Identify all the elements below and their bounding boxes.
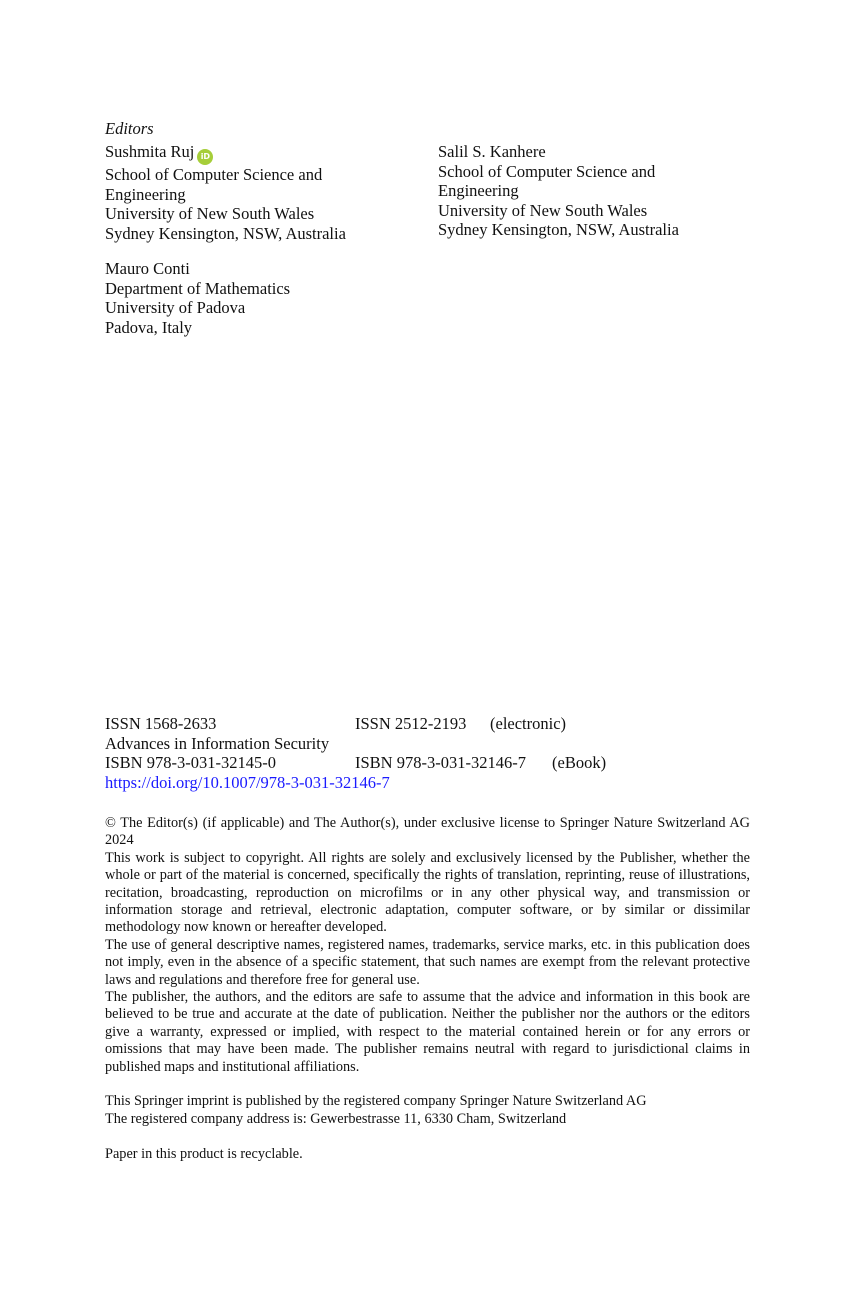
issn-electronic-note: (electronic)	[490, 714, 567, 733]
editor-name: Salil S. Kanhere	[438, 142, 546, 161]
disclaimer-statement: The publisher, the authors, and the editors are safe to assume that the advice and information in this book are believed to be true and accurate at the date of publication. Neither the publisher nor the authors or the editors give a warranty, expressed or implied, with respect to the material contained herein or for any errors or omissions that may have been made. The publisher remains neutral with regard to jurisdictional claims in published maps and institutional affiliations.	[105, 989, 750, 1075]
orcid-icon[interactable]: iD	[197, 149, 213, 165]
company-address: The registered company address is: Gewerbestrasse 11, 6330 Cham, Switzerland	[105, 1110, 567, 1127]
editor-affiliation: University of New South Wales	[438, 200, 648, 220]
editor-affiliation: Padova, Italy	[105, 317, 193, 337]
editor-affiliation: University of Padova	[105, 298, 246, 317]
editor-affiliation: School of Computer Science and	[105, 165, 323, 184]
editor-affiliation: University of New South Wales	[105, 204, 315, 223]
editor-name: Mauro Conti	[105, 259, 190, 278]
rights-statement: This work is subject to copyright. All rights are solely and exclusively licensed by the Publisher, whether the whole or part of the material is concerned, specifically the rights of translation, reprinting, reuse of illustrations, recitation, broadcasting, reproduction on microfilms or in any other physical way, and transmission or information storage and retrieval, electronic adaptation, computer software, or by similar or dissimilar methodology now known or hereafter developed.	[105, 849, 750, 936]
isbn-ebook-note: (eBook)	[552, 753, 607, 772]
editor-affiliation: Sydney Kensington, NSW, Australia	[105, 223, 346, 243]
isbn-ebook: ISBN 978-3-031-32146-7	[355, 753, 526, 772]
editor-block-ruj	[105, 142, 346, 243]
imprint-statement: This Springer imprint is published by the registered company Springer Nature Switzerland AG	[105, 1093, 647, 1110]
editor-name: Sushmita Ruj	[105, 142, 195, 161]
recycle-note: Paper in this product is recyclable.	[105, 1145, 303, 1162]
issn-electronic: ISSN 2512-2193	[355, 714, 467, 733]
editor-name-line	[105, 142, 346, 165]
isbn-print: ISBN 978-3-031-32145-0	[105, 753, 276, 772]
legal-notice	[105, 815, 750, 1163]
editor-affiliation: Engineering	[105, 184, 186, 204]
series-title: Advances in Information Security	[105, 733, 330, 753]
editor-affiliation: Department of Mathematics	[105, 278, 291, 298]
editor-block-kanhere	[438, 142, 679, 240]
editor-affiliation: School of Computer Science and	[438, 161, 656, 181]
doi-link[interactable]: https://doi.org/10.1007/978-3-031-32146-7	[105, 772, 390, 792]
editor-affiliation: Sydney Kensington, NSW, Australia	[438, 220, 679, 239]
editors-heading: Editors	[105, 119, 154, 138]
editor-block-conti	[105, 259, 290, 337]
trademark-statement: The use of general descriptive names, registered names, trademarks, service marks, etc. in this publication does not imply, even in the absence of a specific statement, that such names are exempt from the relevant protective laws and regulations and therefore free for general use.	[105, 936, 750, 988]
copyright-notice: © The Editor(s) (if applicable) and The Author(s), under exclusive license to Springer Nature Switzerland AG 2024	[105, 815, 750, 849]
issn-print: ISSN 1568-2633	[105, 714, 217, 733]
editor-affiliation: Engineering	[438, 181, 519, 200]
